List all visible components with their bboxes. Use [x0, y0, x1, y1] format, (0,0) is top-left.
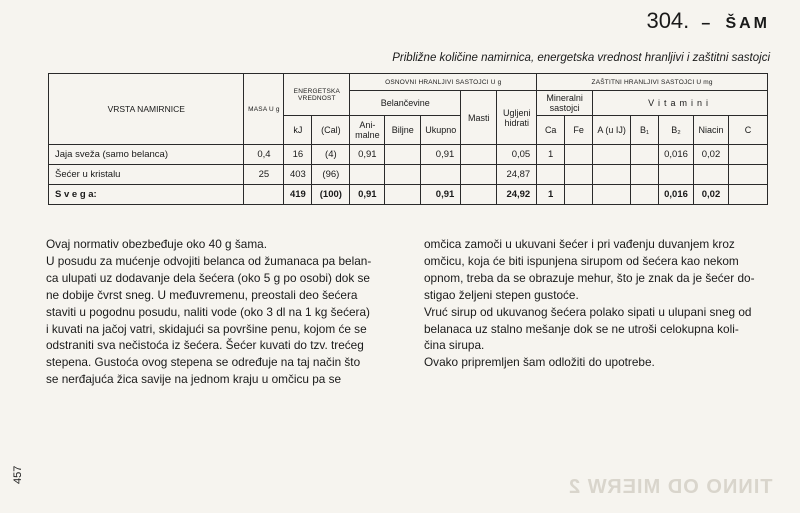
- row-fe: [565, 165, 593, 185]
- text-line: i kuvati na jačoj vatri, skidajući sa površine penu, kojom će se: [46, 321, 367, 336]
- row-niacin: 0,02: [694, 185, 729, 205]
- row-masti: [461, 185, 497, 205]
- table-row-total: [49, 185, 768, 205]
- header-biljne: Biljne: [385, 116, 421, 145]
- header-ugljeni: Ugljeni hidrati: [497, 91, 537, 145]
- row-ani: [350, 165, 385, 185]
- text-line: belanaca uz stalno mešanje dok se ne utroši celokupna koli-: [424, 321, 739, 336]
- header-niacin: Niacin: [694, 116, 729, 145]
- row-ca: [537, 165, 565, 185]
- header-cal: (Cal): [312, 116, 350, 145]
- table-row: [49, 165, 768, 185]
- recipe-number: 304.: [646, 8, 690, 33]
- row-name: Jaja sveža (samo belanca): [49, 145, 244, 165]
- row-c: [729, 165, 768, 185]
- text-line: omčica zamoči u ukuvani šećer i pri vađenju duvanjem kroz: [424, 237, 735, 251]
- row-b1: [631, 185, 659, 205]
- row-b1: [631, 145, 659, 165]
- row-ukupno: 0,91: [421, 185, 461, 205]
- row-c: [729, 185, 768, 205]
- bleed-through-text: TINNO OD MIERW 2: [568, 476, 773, 498]
- header-kj: kJ: [284, 116, 312, 145]
- header-a: A (u IJ): [593, 116, 631, 145]
- text-line: se nerđajuća žica savije na jednom kraju u omčicu pa se: [46, 372, 342, 387]
- text-line: U posudu za mućenje odvojiti belanca od žumanaca pa belan-: [46, 253, 372, 268]
- header-vitamini: Vitamini: [593, 91, 768, 116]
- row-ukupno: [421, 165, 461, 185]
- row-name: S v e g a:: [49, 185, 244, 205]
- recipe-dash: –: [701, 15, 714, 32]
- header-b1: B₁: [631, 116, 659, 145]
- row-masa: 25: [244, 165, 284, 185]
- row-a: [593, 165, 631, 185]
- text-line: Ovako pripremljen šam odložiti do upotrebe.: [424, 355, 655, 370]
- row-ani: 0,91: [350, 185, 385, 205]
- row-biljne: [385, 185, 421, 205]
- text-line: ne dobije čvrst sneg. U međuvremenu, preostali deo šećera: [46, 287, 358, 302]
- row-kj: 16: [284, 145, 312, 165]
- row-name: Šećer u kristalu: [49, 165, 244, 185]
- text-line: stigao željeni stepen gustoće.: [424, 287, 579, 302]
- row-masti: [461, 145, 497, 165]
- row-biljne: [385, 145, 421, 165]
- row-kj: 419: [284, 185, 312, 205]
- text-line: ca ulupati uz dodavanje dela šećera (oko 5 g po osobi) dok se: [46, 270, 370, 285]
- header-vrsta: VRSTA NAMIRNICE: [49, 74, 244, 145]
- row-niacin: [694, 165, 729, 185]
- text-line: Vruć sirup od ukuvanog šećera polako sipati u ulupani sneg od: [424, 304, 752, 319]
- row-ugljeni: 24,92: [497, 185, 537, 205]
- row-fe: [565, 145, 593, 165]
- header-energ: ENERGETSKA VREDNOST: [284, 74, 350, 116]
- text-column-right: [424, 236, 770, 371]
- header-osnovni: OSNOVNI HRANLJIVI SASTOJCI U g: [350, 74, 537, 91]
- row-b2: 0,016: [659, 185, 694, 205]
- text-line: odstraniti sva nečistoća iz šećera. Šećer kuvati do tzv. trećeg: [46, 338, 364, 353]
- page-number: 457: [12, 465, 24, 484]
- row-a: [593, 185, 631, 205]
- row-masa: 0,4: [244, 145, 284, 165]
- row-a: [593, 145, 631, 165]
- header-masti: Masti: [461, 91, 497, 145]
- row-cal: (4): [312, 145, 350, 165]
- table-subtitle: Približne količine namirnica, energetska vrednost hranljivi i zaštitni sastojci: [392, 52, 770, 64]
- text-line: stepena. Gustoća ovog stepena se određuje na taj način što: [46, 355, 361, 370]
- text-line: opnom, treba da se obrazuje mehur, što je znak da je šećer do-: [424, 270, 755, 285]
- row-fe: [565, 185, 593, 205]
- row-ca: 1: [537, 185, 565, 205]
- header-zastitni: ZAŠTITNI HRANLJIVI SASTOJCI U mg: [537, 74, 768, 91]
- nutrition-table: [48, 73, 768, 205]
- recipe-header: [646, 8, 770, 34]
- row-b2: [659, 165, 694, 185]
- row-ugljeni: 0,05: [497, 145, 537, 165]
- row-b1: [631, 165, 659, 185]
- text-line: Ovaj normativ obezbeđuje oko 40 g šama.: [46, 237, 267, 251]
- header-belancevine: Belančevine: [350, 91, 461, 116]
- header-fe: Fe: [565, 116, 593, 145]
- text-line: omčicu, koja će biti ispunjena sirupom od šećera kao nekom: [424, 253, 739, 268]
- row-c: [729, 145, 768, 165]
- row-ukupno: 0,91: [421, 145, 461, 165]
- text-line: staviti u pogodnu posudu, naliti vode (oko 3 dl na 1 kg šećera): [46, 304, 370, 319]
- row-b2: 0,016: [659, 145, 694, 165]
- row-masa: [244, 185, 284, 205]
- row-biljne: [385, 165, 421, 185]
- row-ani: 0,91: [350, 145, 385, 165]
- header-ca: Ca: [537, 116, 565, 145]
- row-niacin: 0,02: [694, 145, 729, 165]
- table-row: [49, 145, 768, 165]
- header-ani: Ani- malne: [350, 116, 385, 145]
- text-line: čina sirupa.: [424, 338, 485, 353]
- row-ca: 1: [537, 145, 565, 165]
- header-masa: MASA U g: [244, 74, 284, 145]
- recipe-title: ŠAM: [725, 15, 770, 32]
- row-cal: (100): [312, 185, 350, 205]
- row-masti: [461, 165, 497, 185]
- row-ugljeni: 24,87: [497, 165, 537, 185]
- row-kj: 403: [284, 165, 312, 185]
- header-mineralni: Mineralni sastojci: [537, 91, 593, 116]
- row-cal: (96): [312, 165, 350, 185]
- text-column-left: [46, 236, 396, 388]
- header-c: C: [729, 116, 768, 145]
- header-b2: B₂: [659, 116, 694, 145]
- header-ukupno: Ukupno: [421, 116, 461, 145]
